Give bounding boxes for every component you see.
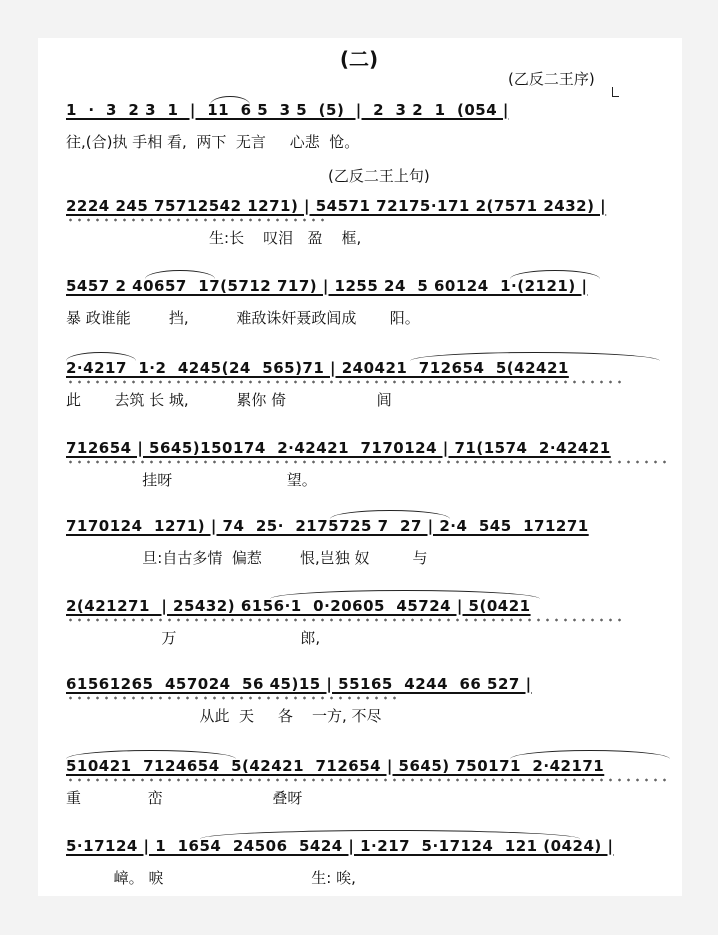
notation-line: 2·4217 1·2 4245(24 565)71 | 240421 712654 5(42421 bbox=[66, 359, 569, 377]
notation-line: 2224 245 75712542 1271) | 54571 72175·171 2(7571 2432) | bbox=[66, 197, 607, 215]
notation-line: 712654 | 5645)150174 2·42421 7170124 | 71(1574 2·42421 bbox=[66, 439, 611, 457]
notation-line: 5457 2 40657 17(5712 717) | 1255 24 5 60124 1·(2121) | bbox=[66, 277, 588, 295]
notation-line: 61561265 457024 56 45)15 | 55165 4244 66 527 | bbox=[66, 675, 532, 693]
score-system-1 bbox=[66, 98, 686, 154]
lyric-line: 挂呀 望。 bbox=[66, 471, 317, 489]
octave-dots bbox=[66, 696, 396, 700]
notation-line: 7170124 1271) | 74 25· 2175725 7 27 | 2·4 545 171271 bbox=[66, 517, 589, 535]
score-system-2 bbox=[66, 194, 686, 250]
score-system-8 bbox=[66, 672, 686, 728]
lyric-line: 万 郎, bbox=[66, 629, 321, 647]
octave-dots bbox=[66, 778, 666, 782]
lyric-line: 从此 天 各 一方, 不尽 bbox=[66, 707, 382, 725]
lyric-line: 往,(合)执 手相 看, 两下 无言 心悲 怆。 bbox=[66, 133, 360, 151]
score-system-10 bbox=[66, 834, 686, 890]
score-system-6 bbox=[66, 514, 686, 570]
lyric-line: 重 峦 叠呀 bbox=[66, 789, 303, 807]
notation-line: 1 · 3 2 3 1 | 11 6 5 3 5 (5) | 2 3 2 1 (054 | bbox=[66, 101, 509, 119]
octave-dots bbox=[66, 218, 326, 222]
notation-line: 510421 7124654 5(42421 712654 | 5645) 750171 2·42171 bbox=[66, 757, 605, 775]
notation-line: 5·17124 | 1 1654 24506 5424 | 1·217 5·17124 121 (0424) | bbox=[66, 837, 614, 855]
lyric-line: 此 去筑 长 城, 累你 倚 闾 bbox=[66, 391, 392, 409]
lyric-line: 暴 政谁能 挡, 难敌诛奸聂政闾成 阳。 bbox=[66, 309, 420, 327]
score-system-4 bbox=[66, 356, 686, 412]
score-system-9 bbox=[66, 754, 686, 810]
score-system-7 bbox=[66, 594, 686, 650]
prelude-annotation: (乙反二王序) bbox=[508, 70, 595, 88]
score-system-3 bbox=[66, 274, 686, 330]
section-title: (二) bbox=[339, 47, 379, 71]
notation-line: 2(421271 | 25432) 6156·1 0·20605 45724 | 5(0421 bbox=[66, 597, 531, 615]
octave-dots bbox=[66, 380, 626, 384]
lyric-line: 生:长 叹泪 盈 框, bbox=[66, 229, 362, 247]
bracket-mark bbox=[612, 87, 619, 97]
lyric-line: 嶂。 唳 生: 唉, bbox=[66, 869, 356, 887]
octave-dots bbox=[66, 460, 666, 464]
lyric-line: 旦:自古多情 偏惹 恨,岂独 奴 与 bbox=[66, 549, 428, 567]
octave-dots bbox=[66, 618, 626, 622]
verse-annotation: (乙反二王上句) bbox=[328, 167, 430, 185]
score-system-5 bbox=[66, 436, 686, 492]
